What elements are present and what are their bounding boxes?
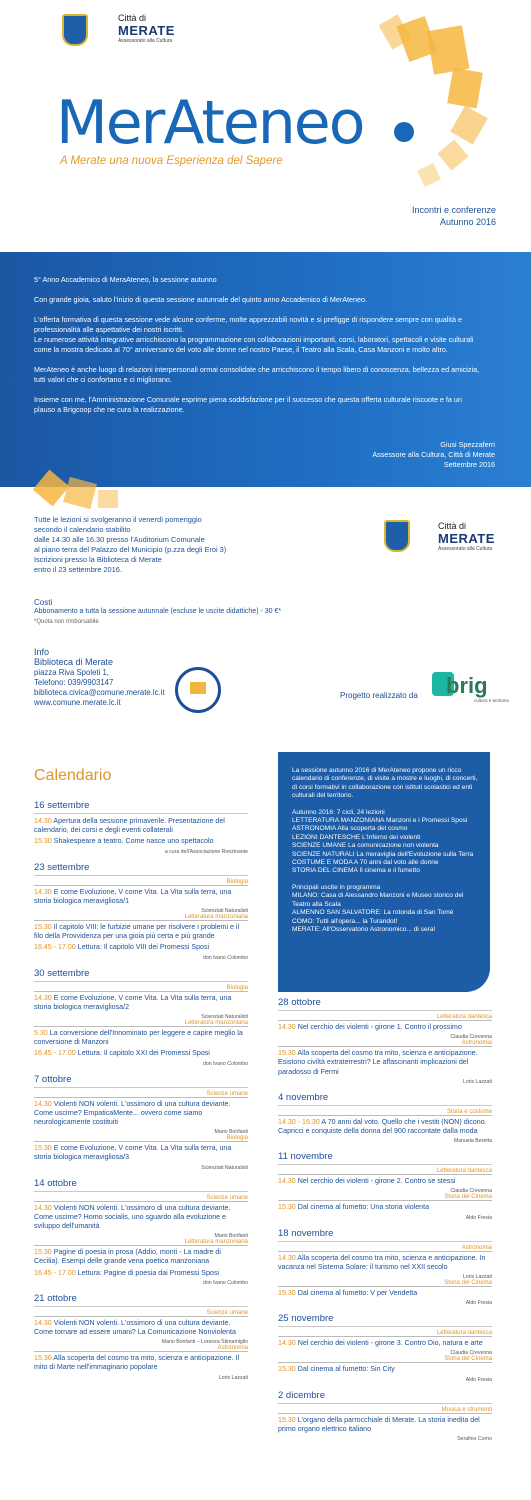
event-time: 15.30 xyxy=(278,1289,296,1298)
costs xyxy=(34,598,364,627)
event-category: Storia del Cinema xyxy=(278,1356,492,1363)
event-category: Biologia xyxy=(34,985,248,992)
calendar-event xyxy=(278,1365,492,1374)
calendar-event xyxy=(34,943,248,952)
event-speaker: don Ivano Colombo xyxy=(203,954,248,961)
decor-square xyxy=(98,490,118,508)
library-phone: Telefono: 039/9903147 xyxy=(34,678,114,687)
event-title: Violenti NON volenti. L'ossimoro di una cultura deviante. Come uscirne? Homo socialis, uno sguardo alla evoluzione e sviluppo dell'umanità xyxy=(34,1203,231,1231)
intro-p4: Le numerose attività integrative arricchiscono la programmazione con collaborazioni importanti, corsi, laboratori, spettacoli e visite culturali come la mostra dedicata al 70° anniversario del voto alle donne nel nostro Paese, il Teatro alla Scala, Casa Manzoni e molto altro. xyxy=(34,335,474,354)
event-title: Dal cinema al fumetto: Una storia violenta xyxy=(297,1203,430,1212)
calendar-day xyxy=(34,1293,248,1381)
event-speaker: Mario Bonfanti – Lorenza Stimamiglio xyxy=(161,1339,248,1346)
day-date: 2 dicembre xyxy=(278,1390,492,1404)
event-speaker: Aldo Fresia xyxy=(465,1300,492,1307)
calendar-day xyxy=(34,862,248,961)
calendar-event xyxy=(34,1049,248,1058)
calendar-day xyxy=(34,1074,248,1171)
event-speaker: Claudia Crevenna xyxy=(450,1188,492,1195)
event-speaker: Loris Lazzati xyxy=(462,1078,492,1085)
event-speaker: Scienziati Naturalisti xyxy=(201,1014,248,1021)
event-time: 15.30 xyxy=(34,1144,52,1153)
box-line: SCIENZE UMANE La comunicazione non violenta xyxy=(292,842,439,850)
session-box-text xyxy=(292,767,482,934)
event-title: Dal cinema al fumetto: Sin City xyxy=(297,1365,395,1374)
event-time: 5.30 xyxy=(34,1029,48,1038)
event-speaker: Claudia Crevenna xyxy=(450,1034,492,1041)
day-date: 4 novembre xyxy=(278,1092,492,1106)
dot-icon xyxy=(394,122,414,142)
calendar-event xyxy=(278,1023,492,1032)
event-time: 14.30 xyxy=(278,1023,296,1031)
event-time: 14.30 xyxy=(34,1099,52,1108)
day-date: 28 ottobre xyxy=(278,997,492,1011)
city-crest-icon xyxy=(384,520,410,552)
library-name: Biblioteca di Merate xyxy=(34,657,114,667)
event-category: Letteratura manzoniana xyxy=(34,1020,248,1027)
event-category: Letteratura dantesca xyxy=(278,1168,492,1175)
event-speaker: Aldo Fresia xyxy=(465,1214,492,1221)
event-speaker: a cura dell'Associazione Ronzinante xyxy=(164,848,248,855)
event-category: Storia del Cinema xyxy=(278,1194,492,1201)
event-time: 16.45 - 17.00 xyxy=(34,1268,76,1277)
event-speaker: Claudia Crevenna xyxy=(450,1350,492,1357)
calendar-day xyxy=(278,1390,492,1442)
project-by-label: Progetto realizzato da xyxy=(340,691,418,700)
event-speaker: Loris Lazzati xyxy=(462,1274,492,1281)
box-line: ALMENNO SAN SALVATORE: La rotonda di San Tomè xyxy=(292,909,454,917)
day-date: 30 settembre xyxy=(34,968,248,982)
event-category: Astronomia xyxy=(278,1040,492,1047)
lessons-line: al piano terra del Palazzo del Municipio (p.zza degli Eroi 3) xyxy=(34,545,227,554)
calendar-event xyxy=(278,1118,492,1136)
decor-square xyxy=(417,163,441,187)
event-title: Il capitolo VIII: le furbizie umane per risolvere i problemi e il filo della Provvidenza per una gioia più certa e più grande xyxy=(34,923,240,941)
lessons-line: Iscrizioni presso la Biblioteca di Merate xyxy=(34,555,162,564)
calendar-event xyxy=(34,1269,248,1278)
calendar-day xyxy=(34,1178,248,1286)
calendar-event xyxy=(34,1319,248,1337)
calendar-event xyxy=(34,1144,248,1162)
event-title: Lettura: Il capitolo VIII dei Promessi Sposi xyxy=(77,943,210,952)
event-time: 14.30 xyxy=(278,1177,296,1186)
event-time: 15.30 xyxy=(34,923,52,932)
box-line: SCIENZE NATURALI La meraviglia dell'Evoluzione sulla Terra xyxy=(292,850,474,858)
event-title: Shakespeare a teatro. Come nasce uno spettacolo xyxy=(53,837,214,846)
library-seal-icon xyxy=(175,667,221,713)
event-category: Storia del Cinema xyxy=(278,1280,492,1287)
page-title: MerAteneo xyxy=(56,88,364,158)
event-speaker: Scienziati Naturalisti xyxy=(201,908,248,915)
calendar-day xyxy=(278,997,492,1085)
event-title: E come Evoluzione, V come Vita. La Vita sulla terra, una storia biologica meravigliosa/3 xyxy=(34,1144,232,1162)
library-address: piazza Riva Spoleti 1, xyxy=(34,668,109,677)
calendar-event xyxy=(34,1354,248,1372)
calendar-event xyxy=(34,888,248,906)
event-speaker: don Ivano Colombo xyxy=(203,1060,248,1067)
intro-text xyxy=(34,275,484,415)
day-date: 25 novembre xyxy=(278,1313,492,1327)
event-category: Biologia xyxy=(34,879,248,886)
event-time: 15.30 xyxy=(278,1365,296,1374)
calendar-event xyxy=(34,1204,248,1232)
event-title: Alla scoperta del cosmo tra mito, scienza e anticipazione. In vacanza nel Sistema Solare: il turismo nel XXII secolo xyxy=(278,1253,486,1271)
day-date: 11 novembre xyxy=(278,1151,492,1165)
calendar-event xyxy=(278,1049,492,1077)
event-speaker: Serafino Corno xyxy=(457,1436,492,1443)
box-line: MERATE: All'Osservatorio Astronomico... di sera! xyxy=(292,925,436,933)
box-line: COMO: Tutti all'opera... la Turandot! xyxy=(292,917,398,925)
calendar-day xyxy=(278,1151,492,1220)
event-time: 15.30 xyxy=(278,1415,296,1424)
decor-square xyxy=(426,25,469,75)
lessons-info xyxy=(34,515,344,575)
event-time: 14.30 xyxy=(34,1318,52,1327)
event-category: Letteratura dantesca xyxy=(278,1014,492,1021)
calendar-event xyxy=(34,1100,248,1128)
event-title: E come Evoluzione, V come Vita. La Vita sulla terra, una storia biologica meravigliosa/2 xyxy=(34,993,232,1011)
library-website[interactable]: www.comune.merate.lc.it xyxy=(34,698,121,707)
city-crest-icon xyxy=(62,14,88,46)
costs-line: Abbonamento a tutta la sessione autunnale (escluse le uscite didattiche) - 30 €* xyxy=(34,608,282,615)
event-category: Letteratura manzoniana xyxy=(34,914,248,921)
event-speaker: Scienziati Naturalisti xyxy=(201,1164,248,1171)
event-time: 15.30 xyxy=(34,1354,52,1363)
calendar-day xyxy=(278,1228,492,1307)
event-time: 14.30 - 16.30 xyxy=(278,1117,320,1126)
event-speaker: Aldo Fresia xyxy=(465,1376,492,1383)
calendar-day xyxy=(34,968,248,1067)
header-subtitle xyxy=(340,204,496,228)
calendar-right-column xyxy=(278,997,492,1449)
info xyxy=(34,647,165,708)
day-date: 16 settembre xyxy=(34,800,248,814)
calendar-day xyxy=(278,1313,492,1382)
city-logo xyxy=(118,13,175,44)
event-speaker: Manuela Beretta xyxy=(453,1138,492,1145)
day-date: 14 ottobre xyxy=(34,1178,248,1192)
event-time: 14.30 xyxy=(278,1339,296,1348)
subtitle-line-1: Incontri e conferenze xyxy=(411,205,496,215)
event-category: Storia e costume xyxy=(278,1109,492,1116)
logo-city-label: Città di xyxy=(438,521,467,531)
calendar-title: Calendario xyxy=(34,767,112,784)
city-logo-2 xyxy=(438,521,495,552)
event-title: Violenti NON volenti. L'ossimoro di una cultura deviante. Come tornare ad essere umani? La Comunicazione Nonviolenta xyxy=(34,1318,236,1337)
event-title: La conversione dell'Innominato per leggere e capire meglio la conversione di Manzoni xyxy=(34,1029,243,1047)
event-category: Biologia xyxy=(34,1135,248,1142)
event-time: 14.30 xyxy=(278,1253,296,1262)
logo-city-label: Città di xyxy=(118,13,147,23)
intro-p3: L'offerta formativa di questa sessione vede alcune conferme, molte apprezzabili novità e si prefigge di rispondere sempre con qualità e professionalità alle aspettative dei nostri iscritti. xyxy=(34,315,462,334)
info-title: Info xyxy=(34,647,50,657)
calendar-event xyxy=(34,837,248,846)
event-title: Nel cerchio dei violenti - girone 3. Contro Dio, natura e arte xyxy=(297,1339,483,1348)
calendar-event xyxy=(278,1289,492,1298)
box-line: Principali uscite in programma xyxy=(292,883,381,891)
calendar-day xyxy=(278,1092,492,1144)
event-speaker: Mario Bonfanti xyxy=(214,1129,248,1136)
event-time: 16.45 - 17.00 xyxy=(34,1049,76,1058)
event-category: Letteratura dantesca xyxy=(278,1330,492,1337)
event-time: 15.30 xyxy=(278,1049,296,1058)
event-time: 15.30 xyxy=(34,837,52,846)
calendar-event xyxy=(34,923,248,941)
intro-p6: Insieme con me, l'Amministrazione Comunale esprime piena soddisfazione per il successo che questa offerta culturale riscuote e fa un plauso a Brigcoop che ne cura la realizzazione. xyxy=(34,395,462,414)
event-category: Scienze umane xyxy=(34,1091,248,1098)
event-title: Pagine di poesia in prosa (Addio, monti - La madre di Cecilia). Esempi delle grande vena poetica manzoniana xyxy=(34,1248,221,1266)
event-title: Violenti NON volenti. L'ossimoro di una cultura deviante. Come uscirne? EmpaticaMente... ovvero come siamo neurologicamente costituiti xyxy=(34,1099,231,1127)
intro-p5: MerAteneo è anche luogo di relazioni interpersonali ormai consolidate che arricchiscono il tempo libero di conoscenza, bellezza ed amicizia, tutti valori che ci confortano e ci migliorano. xyxy=(34,365,480,384)
calendar-event xyxy=(278,1339,492,1348)
decor-square xyxy=(447,68,483,109)
signature-role: Assessore alla Cultura, Città di Merate xyxy=(372,450,495,459)
calendar-event xyxy=(34,1248,248,1266)
logo-department: Assessorato alla Cultura xyxy=(438,546,493,552)
day-date: 23 settembre xyxy=(34,862,248,876)
event-category: Musica e strumenti xyxy=(278,1407,492,1414)
calendar-left-column xyxy=(34,800,248,1388)
day-date: 7 ottobre xyxy=(34,1074,248,1088)
box-line: Autunno 2016: 7 cicli, 24 lezioni xyxy=(292,808,385,816)
event-title: A 70 anni dal voto. Quello che i vestiti (NON) dicono. Capricci e conquiste della donna del 900 raccontate dalla moda xyxy=(278,1117,487,1136)
event-title: Nel cerchio dei violenti - girone 2. Contro se stessi xyxy=(297,1177,456,1186)
logo-city-name: MERATE xyxy=(438,531,495,546)
calendar-event xyxy=(278,1203,492,1212)
event-title: L'organo della parrocchiale di Merate. La storia inedita del primo organo elettrico italiano xyxy=(278,1415,480,1433)
event-speaker: Loris Lazzati xyxy=(218,1374,248,1381)
calendar-event xyxy=(278,1416,492,1434)
event-title: Apertura della sessione primaverile. Presentazione del calendario, dei corsi e degli eventi collaterali xyxy=(34,817,225,835)
lessons-line: Tutte le lezioni si svolgeranno il venerdì pomeriggio xyxy=(34,515,202,524)
library-email[interactable]: biblioteca.civica@comune.merate.lc.it xyxy=(34,688,165,697)
event-category: Letteratura manzoniana xyxy=(34,1239,248,1246)
brig-logo-sub: cultura e territorio xyxy=(474,698,510,703)
event-speaker: don Ivano Colombo xyxy=(203,1279,248,1286)
signature-name: Giusi Spezzaferri xyxy=(440,440,495,449)
event-category: Scienze umane xyxy=(34,1195,248,1202)
event-time: 14.30 xyxy=(34,1203,52,1212)
event-time: 14.30 xyxy=(34,993,52,1002)
logo-city-name: MERATE xyxy=(118,23,175,38)
box-line: STORIA DEL CINEMA Il cinema e il fumetto xyxy=(292,867,420,875)
intro-p2: Con grande gioia, saluto l'inizio di questa sessione autunnale del quinto anno Accademico di MerAteneo. xyxy=(34,295,368,304)
event-title: Nel cerchio dei violenti - girone 1. Contro il prossimo xyxy=(297,1023,462,1031)
box-line: LETTERATURA MANZONIANA Manzoni e i Promessi Sposi xyxy=(292,817,468,825)
calendar-event xyxy=(34,1029,248,1047)
lessons-line: entro il 23 settembre 2016. xyxy=(34,565,122,574)
event-category: Astronomia xyxy=(34,1345,248,1352)
intro-p1: 5° Anno Accademico di MeraAteneo, la sessione autunno xyxy=(34,275,217,284)
event-title: Dal cinema al fumetto: V per Vendetta xyxy=(297,1289,418,1298)
calendar-event xyxy=(278,1177,492,1186)
subtitle-line-2: Autunno 2016 xyxy=(439,217,496,227)
event-time: 14.30 xyxy=(34,817,52,825)
event-category: Astronomia xyxy=(278,1245,492,1252)
calendar-event xyxy=(278,1254,492,1272)
box-line: MILANO: Casa di Alessandro Manzoni e Museo storico del Teatro alla Scala xyxy=(292,892,464,908)
event-time: 14.30 xyxy=(34,887,52,896)
signature-date: Settembre 2016 xyxy=(443,460,495,469)
decor-square xyxy=(450,106,488,145)
box-line: COSTUME E MODA A 70 anni dal voto alle donne xyxy=(292,859,439,867)
costs-title: Costi xyxy=(34,598,53,607)
event-title: Lettura: Il capitolo XXI dei Promessi Sposi xyxy=(77,1049,210,1058)
event-time: 15.30 xyxy=(34,1248,52,1257)
day-date: 21 ottobre xyxy=(34,1293,248,1307)
event-title: Alla scoperta del cosmo tra mito, scienza e anticipazione. Esistono civiltà extraterrestri? Le affascinanti implicazioni del paradosso di Fermi xyxy=(278,1049,478,1076)
event-time: 16.45 - 17.00 xyxy=(34,943,76,952)
calendar-day xyxy=(34,800,248,855)
calendar-event xyxy=(34,994,248,1012)
event-speaker: Mario Bonfanti xyxy=(214,1233,248,1240)
brig-logo: brig xyxy=(446,673,488,698)
box-line: LEZIONI DANTESCHE L'Inferno dei violenti xyxy=(292,833,421,841)
lessons-line: dalle 14.30 alle 16.30 presso l'Auditorium Comunale xyxy=(34,535,205,544)
day-date: 18 novembre xyxy=(278,1228,492,1242)
box-intro: La sessione autunno 2016 di MerAteneo propone un ricco calendario di conferenze, di visite a mostre e luoghi, di concerti, di corsi formativi in collaborazione con istituti scolastici ed enti culturali del territorio. xyxy=(292,767,478,800)
decor-square xyxy=(438,140,469,171)
event-title: Alla scoperta del cosmo tra mito, scienza e anticipazione. Il mito di Marte nell'immaginario popolare xyxy=(34,1354,240,1372)
event-category: Scienze umane xyxy=(34,1310,248,1317)
signature xyxy=(280,440,495,470)
lessons-line: secondo il calendario stabilito xyxy=(34,525,131,534)
tagline: A Merate una nuova Esperienza del Sapere xyxy=(60,155,283,167)
event-title: Lettura: Pagine di poesia dai Promessi Sposi xyxy=(77,1268,219,1277)
calendar-event xyxy=(34,817,248,835)
event-title: E come Evoluzione, V come Vita. La Vita sulla terra, una storia biologica meravigliosa/1 xyxy=(34,887,232,905)
logo-department: Assessorato alla Cultura xyxy=(118,38,173,44)
event-time: 15.30 xyxy=(278,1203,296,1212)
costs-note: *Quota non rimborsabile xyxy=(34,619,99,625)
box-line: ASTRONOMIA Alla scoperta del cosmo xyxy=(292,825,408,833)
